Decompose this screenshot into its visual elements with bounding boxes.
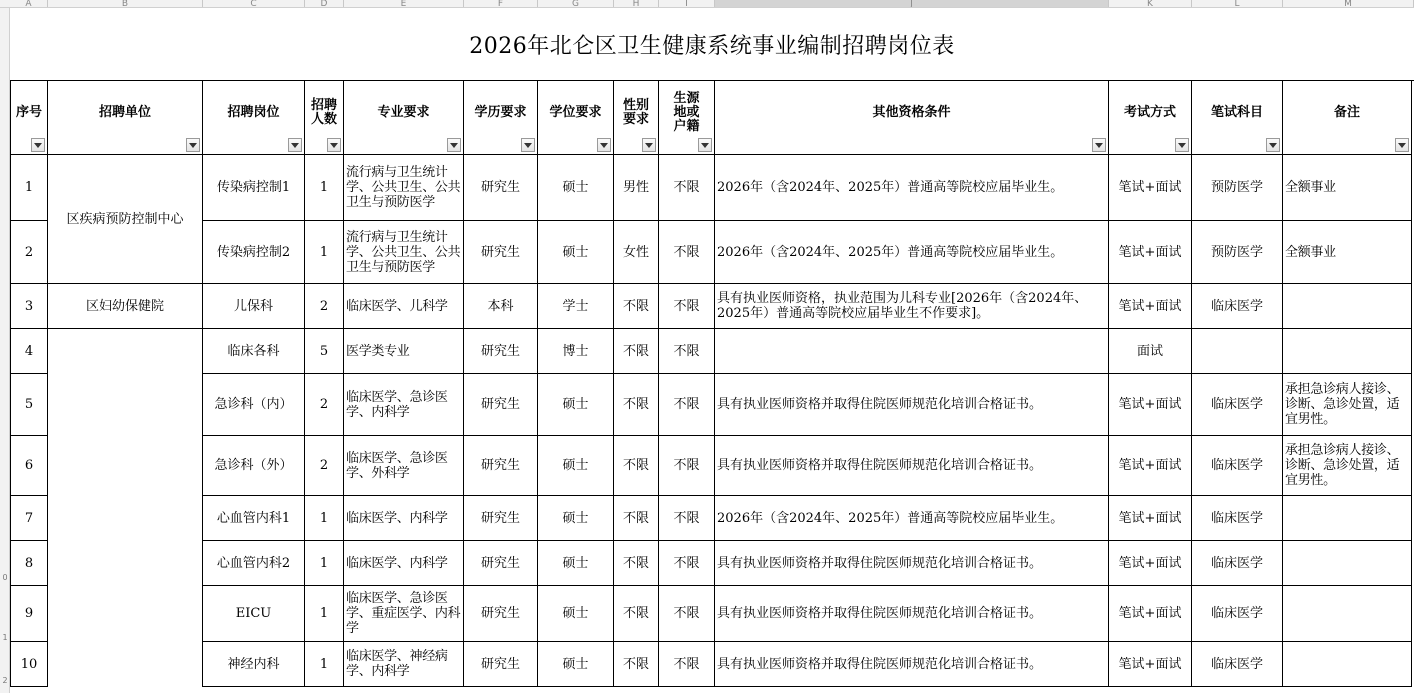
cell-seq[interactable]: 5 xyxy=(10,374,48,436)
cell-subject[interactable]: 临床医学 xyxy=(1192,374,1283,436)
filter-dropdown-icon[interactable] xyxy=(31,138,45,152)
cell-position[interactable]: 传染病控制1 xyxy=(203,155,305,221)
cell-other[interactable]: 2026年（含2024年、2025年）普通高等院校应届毕业生。 xyxy=(715,155,1109,221)
row-number[interactable]: 0 xyxy=(2,573,8,582)
cell-gender[interactable]: 不限 xyxy=(614,541,659,586)
filter-dropdown-icon[interactable] xyxy=(447,138,461,152)
cell-seq[interactable]: 10 xyxy=(10,642,48,687)
cell-origin[interactable]: 不限 xyxy=(659,436,715,496)
cell-seq[interactable]: 3 xyxy=(10,284,48,329)
cell-education[interactable]: 研究生 xyxy=(464,586,538,642)
cell-subject[interactable]: 临床医学 xyxy=(1192,586,1283,642)
cell-unit[interactable]: 区疾病预防控制中心 xyxy=(48,155,203,284)
cell-position[interactable]: 心血管内科2 xyxy=(203,541,305,586)
cell-count[interactable]: 1 xyxy=(305,586,344,642)
cell-position[interactable]: 传染病控制2 xyxy=(203,221,305,284)
cell-origin[interactable]: 不限 xyxy=(659,329,715,374)
cell-origin[interactable]: 不限 xyxy=(659,155,715,221)
cell-gender[interactable]: 男性 xyxy=(614,155,659,221)
cell-remark[interactable] xyxy=(1283,496,1412,541)
cell-major[interactable]: 临床医学、神经病学、内科学 xyxy=(344,642,464,687)
filter-dropdown-icon[interactable] xyxy=(642,138,656,152)
cell-other[interactable]: 具有执业医师资格并取得住院医师规范化培训合格证书。 xyxy=(715,642,1109,687)
filter-dropdown-icon[interactable] xyxy=(1395,138,1409,152)
column-letter[interactable]: H xyxy=(614,0,659,8)
cell-count[interactable]: 2 xyxy=(305,284,344,329)
cell-seq[interactable]: 1 xyxy=(10,155,48,221)
cell-count[interactable]: 1 xyxy=(305,221,344,284)
filter-dropdown-icon[interactable] xyxy=(597,138,611,152)
filter-dropdown-icon[interactable] xyxy=(1175,138,1189,152)
header-count[interactable] xyxy=(305,81,344,155)
header-education[interactable] xyxy=(464,81,538,155)
cell-seq[interactable]: 8 xyxy=(10,541,48,586)
cell-subject[interactable]: 临床医学 xyxy=(1192,496,1283,541)
cell-subject[interactable]: 预防医学 xyxy=(1192,221,1283,284)
cell-gender[interactable]: 不限 xyxy=(614,642,659,687)
cell-other[interactable]: 具有执业医师资格并取得住院医师规范化培训合格证书。 xyxy=(715,436,1109,496)
cell-education[interactable]: 研究生 xyxy=(464,642,538,687)
header-label: 其他资格条件 xyxy=(872,104,951,120)
cell-count[interactable]: 1 xyxy=(305,642,344,687)
header-label: 笔试科目 xyxy=(1210,104,1263,120)
cell-seq[interactable]: 7 xyxy=(10,496,48,541)
cell-subject[interactable]: 临床医学 xyxy=(1192,284,1283,329)
cell-degree[interactable]: 硕士 xyxy=(538,374,614,436)
cell-degree[interactable]: 硕士 xyxy=(538,436,614,496)
cell-education[interactable]: 研究生 xyxy=(464,155,538,221)
cell-major[interactable]: 临床医学、急诊医学、重症医学、内科学 xyxy=(344,586,464,642)
row-number[interactable]: 2 xyxy=(2,676,8,685)
cell-origin[interactable]: 不限 xyxy=(659,221,715,284)
cell-education[interactable]: 研究生 xyxy=(464,496,538,541)
cell-major[interactable]: 流行病与卫生统计学、公共卫生、公共卫生与预防医学 xyxy=(344,155,464,221)
cell-unit[interactable]: 区妇幼保健院 xyxy=(48,284,203,329)
cell-count[interactable]: 2 xyxy=(305,436,344,496)
cell-other[interactable] xyxy=(715,329,1109,374)
header-label: 专业要求 xyxy=(377,104,430,120)
cell-count[interactable]: 1 xyxy=(305,496,344,541)
cell-exam[interactable]: 笔试+面试 xyxy=(1109,374,1192,436)
cell-exam[interactable]: 笔试+面试 xyxy=(1109,642,1192,687)
column-letter[interactable]: G xyxy=(538,0,614,8)
cell-other[interactable]: 具有执业医师资格并取得住院医师规范化培训合格证书。 xyxy=(715,374,1109,436)
cell-count[interactable]: 1 xyxy=(305,541,344,586)
header-label: 招聘单位 xyxy=(98,104,151,120)
cell-major[interactable]: 流行病与卫生统计学、公共卫生、公共卫生与预防医学 xyxy=(344,221,464,284)
cell-position[interactable]: 心血管内科1 xyxy=(203,496,305,541)
column-letter[interactable]: J xyxy=(715,0,1109,8)
cell-education[interactable]: 本科 xyxy=(464,284,538,329)
cell-origin[interactable]: 不限 xyxy=(659,541,715,586)
cell-exam[interactable]: 面试 xyxy=(1109,329,1192,374)
column-letter[interactable]: D xyxy=(305,0,344,8)
cell-exam[interactable]: 笔试+面试 xyxy=(1109,155,1192,221)
cell-position[interactable]: EICU xyxy=(203,586,305,642)
cell-count[interactable]: 5 xyxy=(305,329,344,374)
cell-origin[interactable]: 不限 xyxy=(659,586,715,642)
cell-subject[interactable]: 预防医学 xyxy=(1192,155,1283,221)
column-header-bar xyxy=(0,0,1414,8)
column-letter[interactable]: I xyxy=(659,0,715,8)
cell-seq[interactable]: 9 xyxy=(10,586,48,642)
cell-other[interactable]: 2026年（含2024年、2025年）普通高等院校应届毕业生。 xyxy=(715,221,1109,284)
filter-dropdown-icon[interactable] xyxy=(521,138,535,152)
filter-dropdown-icon[interactable] xyxy=(1092,138,1106,152)
cell-major[interactable]: 临床医学、急诊医学、内科学 xyxy=(344,374,464,436)
column-letter[interactable]: M xyxy=(1283,0,1414,8)
cell-gender[interactable]: 不限 xyxy=(614,284,659,329)
row-number-gutter xyxy=(0,8,10,693)
cell-major[interactable]: 临床医学、内科学 xyxy=(344,541,464,586)
filter-dropdown-icon[interactable] xyxy=(1266,138,1280,152)
cell-position[interactable]: 神经内科 xyxy=(203,642,305,687)
cell-other[interactable]: 具有执业医师资格并取得住院医师规范化培训合格证书。 xyxy=(715,541,1109,586)
column-letter[interactable]: E xyxy=(344,0,464,8)
header-label: 性别要求 xyxy=(622,97,649,127)
cell-remark[interactable]: 承担急诊病人接诊、诊断、急诊处置，适宜男性。 xyxy=(1283,436,1412,496)
header-seq[interactable] xyxy=(10,81,48,155)
cell-exam[interactable]: 笔试+面试 xyxy=(1109,496,1192,541)
cell-exam[interactable]: 笔试+面试 xyxy=(1109,221,1192,284)
cell-remark[interactable] xyxy=(1283,642,1412,687)
cell-gender[interactable]: 不限 xyxy=(614,374,659,436)
cell-education[interactable]: 研究生 xyxy=(464,329,538,374)
filter-dropdown-icon[interactable] xyxy=(288,138,302,152)
cell-major[interactable]: 临床医学、内科学 xyxy=(344,496,464,541)
cell-education[interactable]: 研究生 xyxy=(464,541,538,586)
cell-degree[interactable]: 硕士 xyxy=(538,541,614,586)
cell-gender[interactable]: 不限 xyxy=(614,436,659,496)
column-letter[interactable]: A xyxy=(10,0,48,8)
header-label: 招聘岗位 xyxy=(227,104,280,120)
cell-subject[interactable]: 临床医学 xyxy=(1192,642,1283,687)
header-subject[interactable] xyxy=(1192,81,1283,155)
header-label: 序号 xyxy=(15,104,42,120)
header-position[interactable] xyxy=(203,81,305,155)
header-remark[interactable] xyxy=(1283,81,1412,155)
filter-dropdown-icon[interactable] xyxy=(327,138,341,152)
cell-remark[interactable] xyxy=(1283,284,1412,329)
cell-exam[interactable]: 笔试+面试 xyxy=(1109,436,1192,496)
header-degree[interactable] xyxy=(538,81,614,155)
sheet-title[interactable]: 2026年北仑区卫生健康系统事业编制招聘岗位表 xyxy=(10,8,1414,81)
column-letter[interactable]: C xyxy=(203,0,305,8)
cell-education[interactable]: 研究生 xyxy=(464,221,538,284)
cell-subject[interactable]: 临床医学 xyxy=(1192,436,1283,496)
row-number[interactable]: 1 xyxy=(2,633,8,642)
cell-seq[interactable]: 4 xyxy=(10,329,48,374)
cell-gender[interactable]: 不限 xyxy=(614,496,659,541)
header-label: 考试方式 xyxy=(1123,104,1176,120)
header-label: 招聘人数 xyxy=(310,97,337,127)
header-label: 学位要求 xyxy=(549,104,602,120)
header-origin[interactable] xyxy=(659,81,715,155)
header-label: 学历要求 xyxy=(474,104,527,120)
header-label: 备注 xyxy=(1333,104,1360,120)
cell-remark[interactable]: 全额事业 xyxy=(1283,155,1412,221)
cell-other[interactable]: 具有执业医师资格，执业范围为儿科专业[2026年（含2024年、2025年）普通高等院校应届毕业生不作要求]。 xyxy=(715,284,1109,329)
header-unit[interactable] xyxy=(48,81,203,155)
cell-seq[interactable]: 6 xyxy=(10,436,48,496)
cell-count[interactable]: 2 xyxy=(305,374,344,436)
header-gender[interactable] xyxy=(614,81,659,155)
cell-origin[interactable]: 不限 xyxy=(659,374,715,436)
cell-remark[interactable]: 全额事业 xyxy=(1283,221,1412,284)
cell-degree[interactable]: 硕士 xyxy=(538,642,614,687)
header-major[interactable] xyxy=(344,81,464,155)
cell-other[interactable]: 2026年（含2024年、2025年）普通高等院校应届毕业生。 xyxy=(715,496,1109,541)
cell-remark[interactable] xyxy=(1283,541,1412,586)
cell-position[interactable]: 急诊科（内） xyxy=(203,374,305,436)
cell-other[interactable]: 具有执业医师资格并取得住院医师规范化培训合格证书。 xyxy=(715,586,1109,642)
cell-gender[interactable]: 不限 xyxy=(614,586,659,642)
column-letter[interactable]: K xyxy=(1109,0,1192,8)
cell-subject[interactable] xyxy=(1192,329,1283,374)
cell-major[interactable]: 医学类专业 xyxy=(344,329,464,374)
header-exam[interactable] xyxy=(1109,81,1192,155)
column-letter[interactable]: B xyxy=(48,0,203,8)
filter-dropdown-icon[interactable] xyxy=(698,138,712,152)
cell-education[interactable]: 研究生 xyxy=(464,374,538,436)
cell-major[interactable]: 临床医学、儿科学 xyxy=(344,284,464,329)
cell-origin[interactable]: 不限 xyxy=(659,284,715,329)
cell-degree[interactable]: 学士 xyxy=(538,284,614,329)
cell-degree[interactable]: 硕士 xyxy=(538,155,614,221)
cell-origin[interactable]: 不限 xyxy=(659,496,715,541)
column-letter[interactable]: F xyxy=(464,0,538,8)
cell-major[interactable]: 临床医学、急诊医学、外科学 xyxy=(344,436,464,496)
cell-degree[interactable]: 博士 xyxy=(538,329,614,374)
cell-degree[interactable]: 硕士 xyxy=(538,586,614,642)
cell-remark[interactable] xyxy=(1283,329,1412,374)
cell-count[interactable]: 1 xyxy=(305,155,344,221)
cell-subject[interactable]: 临床医学 xyxy=(1192,541,1283,586)
header-label: 生源地或户籍 xyxy=(673,90,700,134)
cell-origin[interactable]: 不限 xyxy=(659,642,715,687)
cell-position[interactable]: 急诊科（外） xyxy=(203,436,305,496)
header-other[interactable] xyxy=(715,81,1109,155)
cell-remark[interactable]: 承担急诊病人接诊、诊断、急诊处置，适宜男性。 xyxy=(1283,374,1412,436)
cell-exam[interactable]: 笔试+面试 xyxy=(1109,284,1192,329)
cell-remark[interactable] xyxy=(1283,586,1412,642)
cell-exam[interactable]: 笔试+面试 xyxy=(1109,541,1192,586)
cell-position[interactable]: 儿保科 xyxy=(203,284,305,329)
cell-degree[interactable]: 硕士 xyxy=(538,221,614,284)
cell-gender[interactable]: 女性 xyxy=(614,221,659,284)
cell-degree[interactable]: 硕士 xyxy=(538,496,614,541)
cell-education[interactable]: 研究生 xyxy=(464,436,538,496)
filter-dropdown-icon[interactable] xyxy=(186,138,200,152)
cell-seq[interactable]: 2 xyxy=(10,221,48,284)
column-letter[interactable]: L xyxy=(1192,0,1283,8)
cell-position[interactable]: 临床各科 xyxy=(203,329,305,374)
cell-unit[interactable] xyxy=(48,329,203,687)
cell-exam[interactable]: 笔试+面试 xyxy=(1109,586,1192,642)
cell-gender[interactable]: 不限 xyxy=(614,329,659,374)
